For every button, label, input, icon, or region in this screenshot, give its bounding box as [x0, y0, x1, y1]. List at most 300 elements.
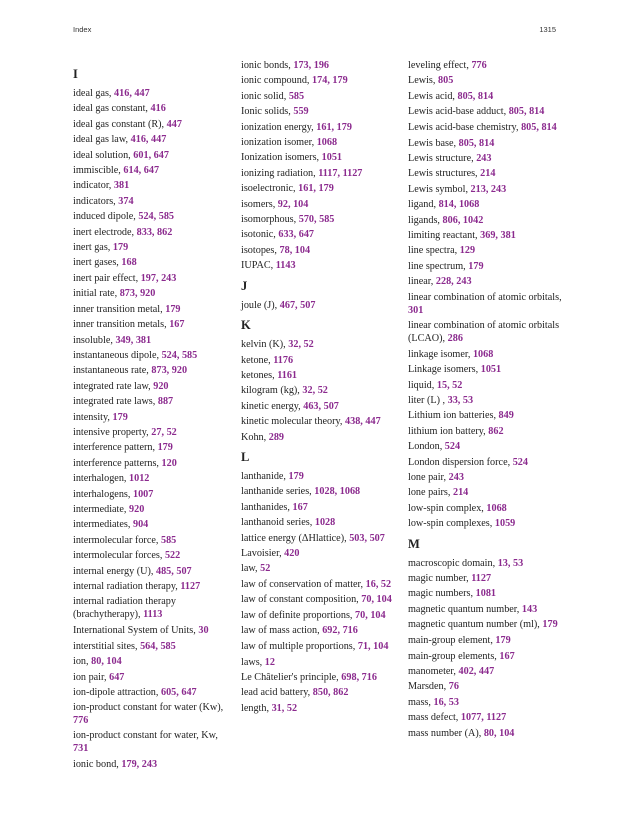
page-reference-link[interactable]: 16, 52	[365, 578, 392, 590]
index-term: ligand,	[408, 199, 439, 211]
page-reference-link[interactable]: 438, 447	[345, 416, 381, 428]
index-entry	[73, 729, 233, 755]
page-reference-link[interactable]: 524	[512, 456, 528, 468]
page-reference-link[interactable]: 214	[452, 487, 469, 499]
index-entry	[73, 178, 233, 193]
index-term: ionic solid,	[241, 90, 289, 102]
index-entry	[73, 101, 233, 116]
index-entry	[241, 546, 401, 561]
page-reference-link[interactable]: 524, 585	[138, 211, 175, 223]
page-reference-link[interactable]: 70, 104	[355, 609, 386, 621]
page-reference-link[interactable]: 614, 647	[123, 165, 160, 177]
index-entry	[408, 213, 568, 228]
index-entry	[241, 608, 401, 623]
index-entry	[73, 425, 233, 440]
index-term: limiting reactant,	[408, 230, 481, 242]
index-term: ion pair,	[73, 671, 110, 683]
index-term: kilogram (kg),	[241, 385, 303, 397]
page-reference-link[interactable]: 167	[499, 650, 515, 662]
page-reference-link[interactable]: 174, 179	[312, 75, 348, 87]
index-entry	[73, 533, 233, 548]
index-entry	[408, 679, 568, 694]
index-term: linear,	[408, 276, 436, 288]
index-term: line spectra,	[408, 245, 460, 257]
index-entry	[408, 571, 568, 586]
index-entry	[408, 362, 568, 377]
page-reference-link[interactable]: 1068	[316, 137, 338, 149]
index-entry	[241, 197, 401, 212]
index-entry	[73, 410, 233, 425]
index-term: inert pair effect,	[73, 272, 141, 284]
index-term: magic numbers,	[408, 588, 476, 600]
page-reference-link[interactable]: 70, 104	[361, 593, 392, 605]
page-reference-link[interactable]: 647	[109, 671, 125, 683]
page-reference-link[interactable]: 1117, 1127	[318, 167, 363, 179]
index-term: ion-product constant for water, Kw,	[73, 730, 218, 742]
index-entry	[241, 353, 401, 368]
index-entry	[408, 556, 568, 571]
index-term: magic number,	[408, 572, 472, 584]
index-entry	[73, 670, 233, 685]
index-entry	[73, 286, 233, 301]
page-reference-link[interactable]: 80, 104	[483, 727, 515, 739]
page-reference-link[interactable]: 776	[73, 715, 89, 727]
index-term: Linkage isomers,	[408, 364, 481, 376]
index-entry	[73, 148, 233, 163]
page-reference-link[interactable]: 168	[121, 257, 137, 269]
index-term: lanthanoid series,	[241, 517, 315, 529]
page-reference-link[interactable]: 1028	[314, 517, 336, 529]
index-term: line spectrum,	[408, 260, 469, 272]
index-term: lone pairs,	[408, 487, 453, 499]
index-term: Kohn,	[241, 431, 269, 443]
index-column-1	[73, 58, 233, 773]
page-reference-link[interactable]: 1127	[180, 581, 201, 592]
index-term: interference patterns,	[73, 457, 162, 469]
index-entry	[408, 455, 568, 470]
index-entry	[408, 726, 568, 741]
page-reference-link[interactable]: 692, 716	[322, 625, 358, 637]
index-entry	[241, 243, 401, 258]
page-reference-link[interactable]: 1059	[494, 518, 516, 530]
page-reference-link[interactable]: 161, 179	[316, 121, 352, 133]
index-entry	[408, 378, 568, 393]
index-term: joule (J),	[241, 299, 280, 311]
index-term: mass,	[408, 696, 434, 708]
index-term: laws,	[241, 656, 265, 668]
index-entry	[241, 181, 401, 196]
index-term: law of mass action,	[241, 625, 323, 637]
page-reference-link[interactable]: 522	[164, 550, 181, 562]
index-term: lanthanide,	[241, 470, 289, 482]
index-entry	[241, 469, 401, 484]
index-term: isotopes,	[241, 244, 280, 256]
index-term: low-spin complex,	[408, 502, 487, 514]
index-letter-heading: M	[408, 536, 420, 551]
index-term: ion,	[73, 656, 92, 668]
page-reference-link[interactable]: 570, 585	[298, 214, 335, 226]
index-term: immiscible,	[73, 165, 124, 177]
page-reference-link[interactable]: 776	[471, 60, 487, 71]
index-entry	[73, 317, 233, 332]
page-reference-link[interactable]: 179	[165, 303, 181, 315]
page-reference-link[interactable]: 1143	[275, 260, 296, 272]
index-term: isomorphous,	[241, 214, 299, 226]
index-term: inert electrode,	[73, 226, 137, 238]
page-reference-link[interactable]: 524, 585	[161, 349, 198, 361]
index-entry	[241, 561, 401, 576]
page-reference-link[interactable]: 585	[288, 90, 305, 102]
page-reference-link[interactable]: 1068	[472, 348, 494, 360]
page-reference-link[interactable]: 447	[166, 118, 182, 130]
index-term: ionization isomer,	[241, 137, 317, 149]
page-reference-link[interactable]: 1051	[321, 152, 343, 164]
page-reference-link[interactable]: 80, 104	[91, 656, 122, 668]
page-reference-link[interactable]: 503, 507	[349, 532, 385, 544]
page-reference-link[interactable]: 173, 196	[293, 60, 330, 71]
index-entry	[241, 685, 401, 700]
index-entry	[73, 209, 233, 224]
index-entry	[73, 240, 233, 255]
index-entry	[241, 640, 401, 653]
page-reference-link[interactable]: 814, 1068	[438, 199, 480, 211]
index-entry	[73, 440, 233, 455]
index-entry	[241, 58, 401, 73]
index-term: Ionic solids,	[241, 106, 294, 118]
index-term: linear combination of atomic orbitals,	[408, 291, 562, 303]
index-entry	[241, 399, 401, 414]
index-term: isomers,	[241, 198, 278, 210]
page-reference-link[interactable]: 301	[408, 304, 424, 316]
page-reference-link[interactable]: 289	[268, 431, 285, 443]
index-term: inert gas,	[73, 242, 113, 254]
page-reference-link[interactable]: 381	[113, 180, 130, 192]
index-entry	[73, 348, 233, 363]
index-term: intensity,	[73, 411, 113, 423]
index-term: magnetic quantum number (ml),	[408, 619, 543, 631]
page-reference-link[interactable]: 850, 862	[312, 687, 349, 699]
index-entry	[241, 414, 401, 429]
page-reference-link[interactable]: 228, 243	[435, 276, 472, 288]
index-letter-heading: K	[241, 318, 251, 333]
page-reference-link[interactable]: 369, 381	[480, 230, 516, 242]
index-term: isoelectronic,	[241, 183, 299, 195]
index-entry	[241, 120, 401, 135]
index-entry	[241, 298, 401, 313]
index-term: ion-dipole attraction,	[73, 687, 161, 699]
index-term: magnetic quantum number,	[408, 603, 522, 615]
page-reference-link[interactable]: 873, 920	[151, 365, 188, 377]
index-term: length,	[241, 702, 272, 714]
index-entry	[241, 578, 401, 591]
index-term: Lavoisier,	[241, 547, 285, 559]
page-reference-link[interactable]: 806, 1042	[442, 214, 484, 226]
index-entry	[408, 243, 568, 258]
page-reference-link[interactable]: 349, 381	[115, 334, 152, 346]
page-reference-link[interactable]: 243	[448, 471, 464, 483]
page-reference-link[interactable]: 402, 447	[458, 666, 495, 677]
page-reference-link[interactable]: 1068	[486, 502, 507, 514]
page-reference-link[interactable]: 167	[169, 319, 185, 331]
index-term: internal energy (U),	[73, 565, 156, 577]
index-entry	[73, 639, 233, 654]
page-reference-link[interactable]: 601, 647	[133, 149, 169, 161]
page-reference-link[interactable]: 78, 104	[279, 244, 311, 256]
index-term: ideal gas constant (R),	[73, 118, 167, 130]
index-term: insoluble,	[73, 334, 116, 346]
index-term: ideal gas,	[73, 88, 115, 99]
page-reference-link[interactable]: 698, 716	[341, 672, 377, 683]
page-reference-link[interactable]: 559	[293, 106, 309, 118]
page-reference-link[interactable]: 1081	[475, 588, 496, 600]
index-entry	[241, 337, 401, 352]
index-entry	[408, 136, 568, 151]
page-reference-link[interactable]: 1176	[273, 354, 294, 366]
index-term: interhalogens,	[73, 488, 133, 500]
page-reference-link[interactable]: 416	[150, 103, 166, 115]
page-reference-link[interactable]: 463, 507	[303, 400, 339, 412]
index-term: liquid,	[408, 379, 437, 391]
index-term: integrated rate laws,	[73, 396, 158, 408]
page-reference-link[interactable]: 30	[198, 625, 209, 637]
page-reference-link[interactable]: 467, 507	[279, 299, 316, 311]
page-reference-link[interactable]: 197, 243	[140, 272, 177, 284]
page-reference-link[interactable]: 920	[153, 380, 169, 392]
index-entry	[73, 225, 233, 240]
index-term: initial rate,	[73, 288, 120, 300]
page-reference-link[interactable]: 179	[288, 470, 304, 482]
page-reference-link[interactable]: 31, 52	[271, 702, 298, 714]
index-term: Lewis base,	[408, 137, 459, 149]
index-entry	[408, 228, 568, 243]
page-reference-link[interactable]: 420	[284, 547, 300, 559]
index-entry	[73, 132, 233, 147]
index-entry	[241, 73, 401, 88]
index-term: linear combination of atomic orbitals (LCAO),	[408, 319, 560, 344]
page-reference-link[interactable]: 71, 104	[357, 640, 389, 652]
index-term: ionization energy,	[241, 121, 317, 133]
page-reference-link[interactable]: 167	[292, 501, 308, 513]
index-entry	[408, 319, 568, 345]
page-reference-link[interactable]: 1028, 1068	[314, 486, 361, 498]
page-reference-link[interactable]: 862	[488, 425, 504, 437]
index-entry	[408, 586, 568, 601]
index-entry	[73, 757, 233, 772]
index-entry	[73, 117, 233, 132]
page-reference-link[interactable]: 1113	[143, 609, 163, 621]
index-term: kelvin (K),	[241, 339, 289, 351]
index-entry	[241, 383, 401, 398]
index-entry	[408, 274, 568, 289]
page-reference-link[interactable]: 286	[447, 332, 463, 344]
page-reference-link[interactable]: 887	[157, 396, 174, 408]
index-term: instantaneous dipole,	[73, 349, 162, 361]
index-entry	[408, 516, 568, 531]
page-reference-link[interactable]: 27, 52	[151, 426, 177, 438]
page-reference-link[interactable]: 605, 647	[160, 687, 197, 699]
page-reference-link[interactable]: 214	[480, 168, 496, 180]
page-reference-link[interactable]: 1012	[129, 473, 150, 485]
page-reference-link[interactable]: 1127	[471, 572, 492, 584]
page-reference-link[interactable]: 1007	[132, 488, 154, 500]
index-term: ionic compound,	[241, 75, 313, 87]
index-term: ideal gas constant,	[73, 103, 151, 115]
index-entry	[73, 379, 233, 394]
page-reference-link[interactable]: 485, 507	[155, 565, 192, 577]
page-reference-link[interactable]: 15, 52	[436, 379, 463, 391]
index-entry	[73, 502, 233, 517]
index-entry	[73, 255, 233, 270]
index-term: mass number (A),	[408, 727, 484, 739]
page-reference-link[interactable]: 904	[132, 519, 149, 531]
index-entry	[241, 515, 401, 530]
page-reference-link[interactable]: 805	[438, 75, 454, 87]
index-term: intensive property,	[73, 426, 152, 438]
index-entry	[241, 701, 401, 716]
page-reference-link[interactable]: 524	[444, 441, 461, 453]
page-reference-link[interactable]: 1051	[480, 364, 502, 376]
index-term: isotonic,	[241, 229, 279, 241]
index-entry	[408, 649, 568, 664]
index-term: International System of Units,	[73, 625, 199, 637]
index-entry	[241, 531, 401, 546]
index-entry	[73, 654, 233, 669]
index-entry	[408, 408, 568, 423]
page-reference-link[interactable]: 1077, 1127	[460, 712, 507, 724]
index-entry	[73, 394, 233, 409]
index-term: low-spin complexes,	[408, 518, 495, 530]
index-entry	[241, 670, 401, 685]
page-reference-link[interactable]: 849	[498, 410, 514, 422]
page-reference-link[interactable]: 179	[495, 635, 511, 647]
index-entry	[408, 393, 568, 408]
page-reference-link[interactable]: 1161	[277, 369, 298, 381]
page-reference-link[interactable]: 179	[112, 411, 128, 423]
page-reference-link[interactable]: 731	[73, 743, 89, 755]
index-term: leveling effect,	[408, 60, 472, 71]
index-term: lone pair,	[408, 471, 449, 483]
page-reference-link[interactable]: 12	[264, 656, 275, 668]
index-entry	[408, 259, 568, 274]
index-column-2	[241, 58, 401, 716]
index-term: inner transition metals,	[73, 319, 170, 331]
page-reference-link[interactable]: 52	[260, 563, 271, 575]
index-term: IUPAC,	[241, 260, 276, 272]
index-entry	[408, 424, 568, 439]
page-reference-link[interactable]: 120	[161, 457, 177, 469]
index-entry	[408, 151, 568, 166]
index-term: induced dipole,	[73, 211, 139, 223]
index-term: interference pattern,	[73, 442, 158, 454]
index-term: intermolecular forces,	[73, 550, 165, 562]
page-reference-link[interactable]: 32, 52	[288, 339, 314, 351]
page-reference-link[interactable]: 564, 585	[140, 640, 176, 652]
page-reference-link[interactable]: 161, 179	[298, 183, 334, 195]
index-term: linkage isomer,	[408, 348, 473, 360]
index-entry	[408, 470, 568, 485]
page-reference-link[interactable]: 92, 104	[277, 198, 309, 210]
index-entry	[73, 564, 233, 579]
index-term: intermolecular force,	[73, 534, 161, 546]
index-entry	[241, 484, 401, 499]
page-reference-link[interactable]: 179	[157, 442, 173, 454]
page-reference-link[interactable]: 833, 862	[136, 226, 173, 238]
page-reference-link[interactable]: 143	[521, 603, 538, 615]
index-letter-heading: I	[73, 67, 78, 81]
index-term: Lithium ion batteries,	[408, 410, 499, 422]
index-term: manometer,	[408, 666, 459, 677]
index-entry	[241, 212, 401, 227]
page-reference-link[interactable]: 76	[448, 681, 459, 693]
index-entry	[73, 302, 233, 317]
index-term: Lewis acid-base adduct,	[408, 106, 509, 118]
index-term: ionic bonds,	[241, 60, 294, 71]
index-entry	[408, 182, 568, 197]
index-entry	[408, 347, 568, 362]
index-entry	[73, 86, 233, 101]
index-entry	[241, 258, 401, 273]
page-reference-link[interactable]: 179	[468, 260, 484, 272]
page-reference-link[interactable]: 33, 53	[447, 394, 474, 406]
page-reference-link[interactable]: 585	[160, 534, 177, 546]
index-entry	[241, 368, 401, 383]
index-term: lead acid battery,	[241, 687, 313, 699]
page-reference-link[interactable]: 920	[129, 503, 145, 515]
page-reference-link[interactable]: 805, 814	[457, 90, 494, 102]
page-reference-link[interactable]: 16, 53	[433, 696, 459, 708]
index-entry	[408, 710, 568, 725]
page-reference-link[interactable]: 805, 814	[508, 106, 545, 118]
index-term: London dispersion force,	[408, 456, 513, 468]
page-reference-link[interactable]: 873, 920	[119, 288, 156, 300]
page-reference-link[interactable]: 179	[542, 619, 558, 631]
index-term: London,	[408, 441, 445, 453]
index-term: Marsden,	[408, 681, 449, 693]
page-reference-link[interactable]: 416, 447	[114, 88, 150, 99]
page-reference-link[interactable]: 213, 243	[470, 183, 507, 195]
index-term: law of definite proportions,	[241, 609, 356, 621]
page-reference-link[interactable]: 243	[476, 153, 492, 165]
index-term: kinetic molecular theory,	[241, 416, 346, 428]
index-term: indicators,	[73, 195, 119, 207]
index-entry	[408, 58, 568, 73]
page-reference-link[interactable]: 374	[118, 195, 134, 207]
index-term: macroscopic domain,	[408, 557, 498, 569]
page-reference-link[interactable]: 13, 53	[497, 557, 524, 569]
page-reference-link[interactable]: 179	[112, 242, 129, 254]
index-entry	[408, 89, 568, 104]
index-term: ketones,	[241, 369, 278, 381]
index-entry	[241, 500, 401, 515]
index-term: instantaneous rate,	[73, 365, 152, 377]
page-reference-link[interactable]: 129	[459, 245, 476, 257]
index-term: integrated rate law,	[73, 380, 154, 392]
index-entry	[73, 163, 233, 178]
index-entry	[241, 593, 401, 606]
index-term: Ionization isomers,	[241, 152, 322, 164]
index-entry	[408, 664, 568, 679]
index-term: Lewis,	[408, 75, 438, 87]
page-reference-link[interactable]: 416, 447	[130, 134, 167, 146]
index-term: lattice energy (ΔHlattice),	[241, 532, 350, 544]
index-term: ionic bond,	[73, 759, 122, 771]
page-reference-link[interactable]: 633, 647	[278, 229, 315, 241]
page-reference-link[interactable]: 805, 814	[458, 137, 495, 149]
page-reference-link[interactable]: 32, 52	[302, 385, 328, 397]
index-entry	[408, 104, 568, 119]
page-reference-link[interactable]: 805, 814	[521, 121, 557, 133]
page-reference-link[interactable]: 179, 243	[121, 759, 158, 771]
